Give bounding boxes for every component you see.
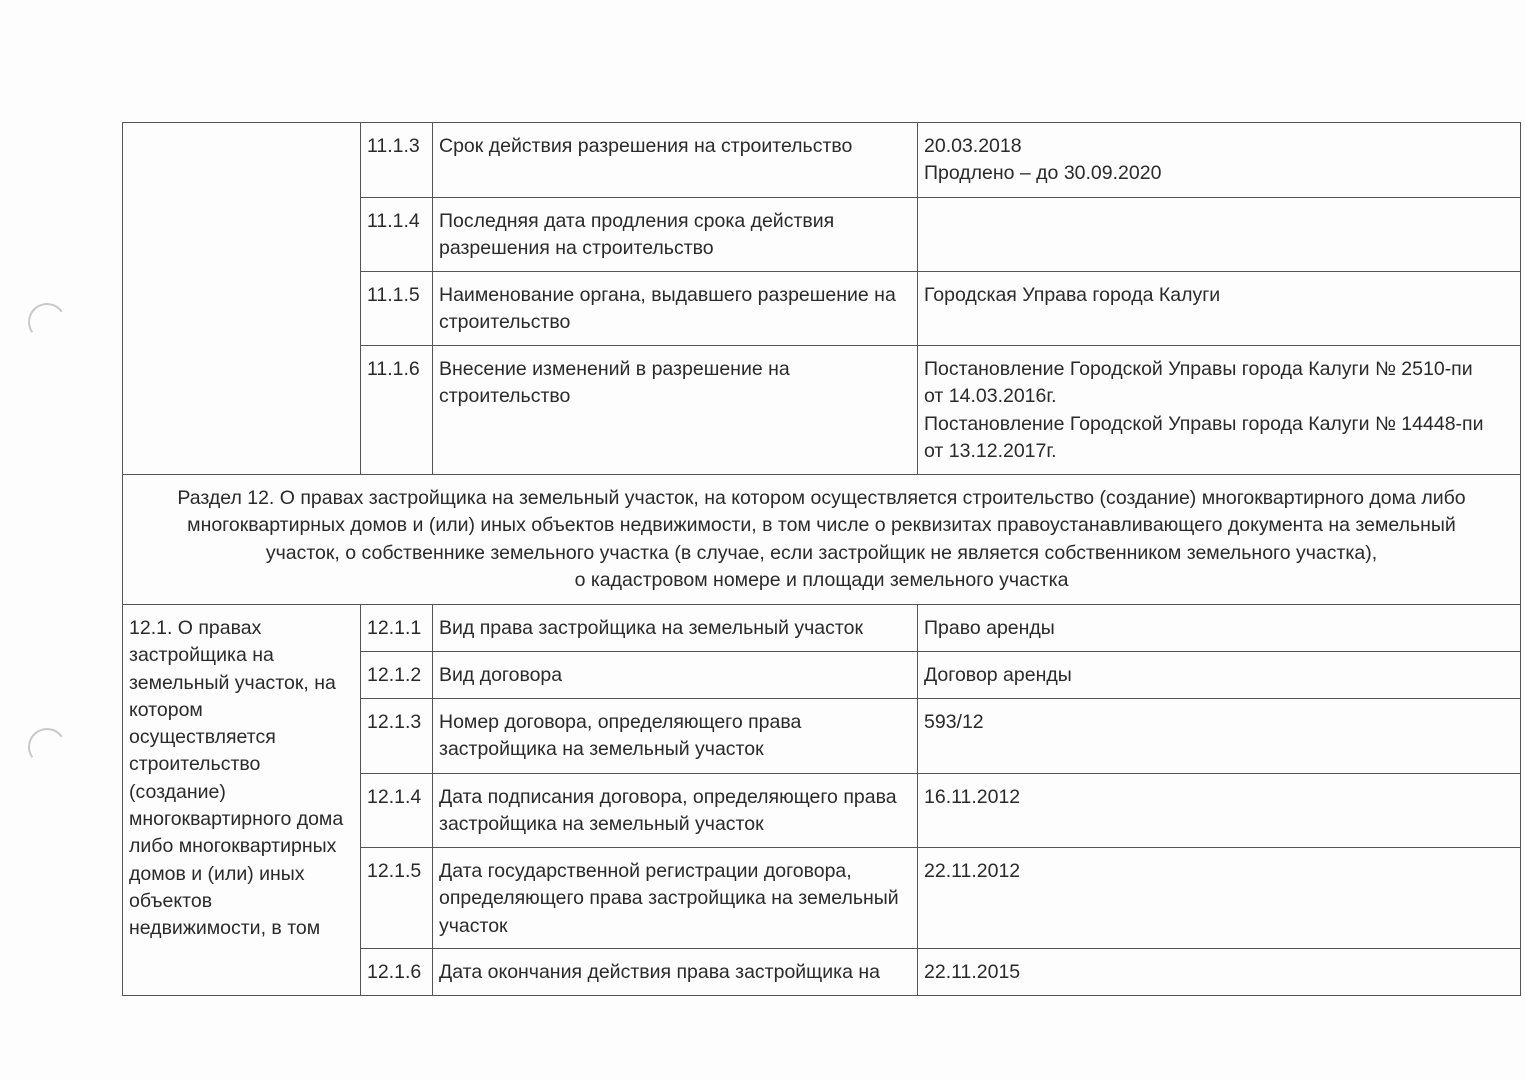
- item-value: 22.11.2012: [918, 848, 1521, 949]
- item-number: 11.1.6: [361, 346, 433, 475]
- item-number: 12.1.3: [361, 699, 433, 774]
- item-label: Наименование органа, выдавшего разрешение на строительство: [433, 272, 918, 346]
- group-label-12-1: 12.1. О правах застройщика на земельный участок, на котором осуществляется строительство (создание) многоквартирного дома либо многоквартирных домов и (или) иных объектов недвижимости, в том: [123, 605, 361, 996]
- heading-line: многоквартирных домов и (или) иных объектов недвижимости, в том числе о реквизитах правоустанавливающего документа на земельный: [187, 514, 1456, 537]
- developer-declaration-table: [122, 122, 1521, 996]
- value-line: Постановление Городской Управы города Калуги № 14448-пи: [924, 412, 1484, 435]
- item-label: Вид права застройщика на земельный участок: [433, 605, 918, 652]
- section-header-row: [123, 475, 1521, 605]
- item-value: [918, 272, 1521, 346]
- item-value: 593/12: [918, 699, 1521, 774]
- item-number: 12.1.2: [361, 652, 433, 699]
- item-label: Номер договора, определяющего права застройщика на земельный участок: [433, 699, 918, 774]
- item-number: 12.1.5: [361, 848, 433, 949]
- item-number: 12.1.1: [361, 605, 433, 652]
- table-row: [123, 605, 1521, 652]
- item-label: Дата подписания договора, определяющего права застройщика на земельный участок: [433, 774, 918, 848]
- punch-hole-mark: [25, 300, 69, 344]
- heading-line: участок, о собственнике земельного участка (в случае, если застройщик не является собственником земельного участка),: [265, 541, 1378, 564]
- value-line: 20.03.2018: [924, 135, 1022, 157]
- group-cell-empty: [123, 123, 361, 475]
- table-row: [123, 123, 1521, 198]
- item-number: 11.1.5: [361, 272, 433, 346]
- item-value-empty: [918, 198, 1521, 272]
- item-label: Срок действия разрешения на строительство: [433, 123, 918, 198]
- item-number: 12.1.4: [361, 774, 433, 848]
- item-label: Дата государственной регистрации договора, определяющего права застройщика на земельный участок: [433, 848, 918, 949]
- section-12-heading: [123, 475, 1521, 605]
- item-label: Вид договора: [433, 652, 918, 699]
- item-value: [918, 346, 1521, 475]
- item-value: 22.11.2015: [918, 949, 1521, 996]
- value-line: от 13.12.2017г.: [924, 439, 1057, 462]
- item-number: 12.1.6: [361, 949, 433, 996]
- item-label: Последняя дата продления срока действия разрешения на строительство: [433, 198, 918, 272]
- item-value: 16.11.2012: [918, 774, 1521, 848]
- punch-hole-mark: [25, 725, 69, 769]
- heading-line: о кадастровом номере и площади земельного участка: [574, 568, 1069, 591]
- item-value: Договор аренды: [918, 652, 1521, 699]
- value-line: Постановление Городской Управы города Калуги № 2510-пи: [924, 358, 1473, 380]
- item-value: [918, 123, 1521, 198]
- value-line: Городская Управа города Калуги: [924, 284, 1221, 306]
- item-number: 11.1.4: [361, 198, 433, 272]
- item-value: Право аренды: [918, 605, 1521, 652]
- item-label: Дата окончания действия права застройщика на: [433, 949, 918, 996]
- item-label: Внесение изменений в разрешение на строительство: [433, 346, 918, 475]
- item-number: 11.1.3: [361, 123, 433, 198]
- value-line: от 14.03.2016г.: [924, 385, 1057, 408]
- value-line: Продлено – до 30.09.2020: [924, 162, 1162, 185]
- heading-line: Раздел 12. О правах застройщика на земельный участок, на котором осуществляется строительство (создание) многоквартирного дома либо: [177, 487, 1466, 509]
